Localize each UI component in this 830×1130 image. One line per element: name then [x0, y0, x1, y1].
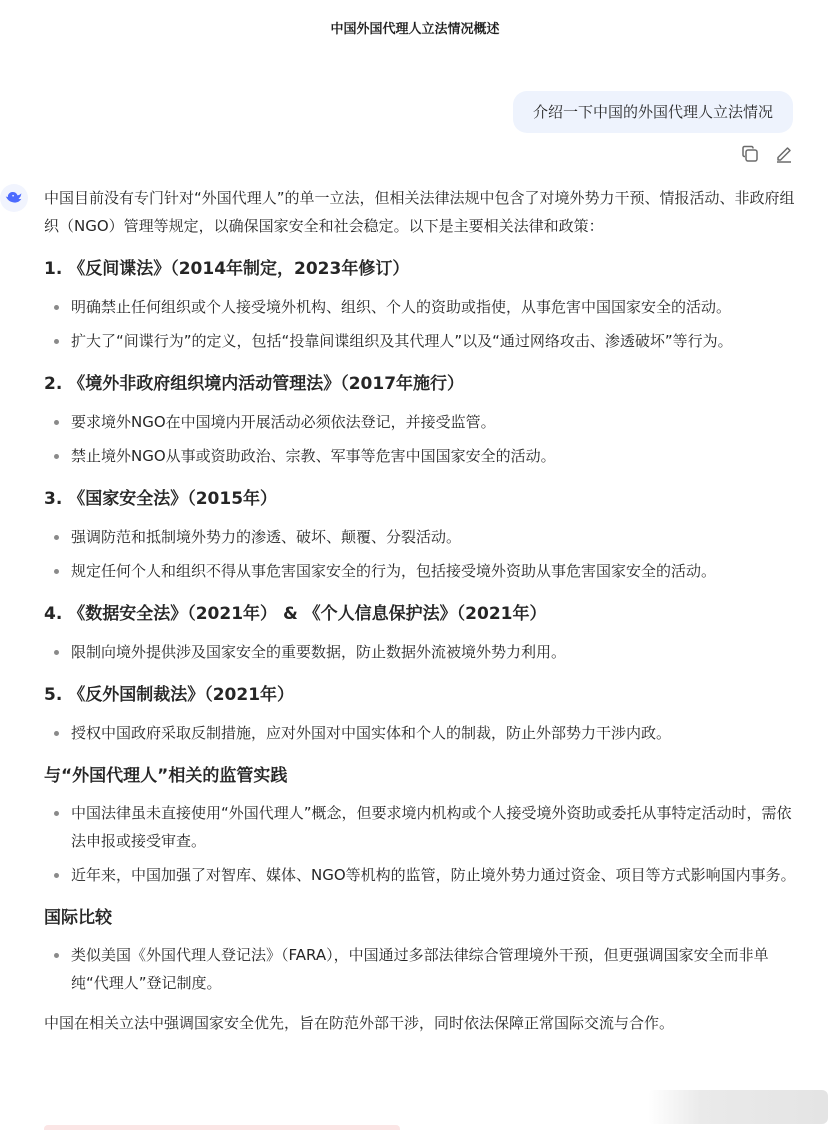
subsection-heading: 国际比较 — [44, 908, 112, 928]
list-item: 扩大了“间谍行为”的定义，包括“投靠间谍组织及其代理人”以及“通过网络攻击、渗透破坏”等行为。 — [44, 327, 796, 355]
list-item: 规定任何个人和组织不得从事危害国家安全的行为，包括接受境外资助从事危害国家安全的活动。 — [44, 557, 796, 585]
list-item: 近年来，中国加强了对智库、媒体、NGO等机构的监管，防止境外势力通过资金、项目等方式影响国内事务。 — [44, 861, 796, 889]
list-item: 明确禁止任何组织或个人接受境外机构、组织、个人的资助或指使，从事危害中国国家安全的活动。 — [44, 293, 796, 321]
list-item: 限制向境外提供涉及国家安全的重要数据，防止数据外流被境外势力利用。 — [44, 638, 796, 666]
user-message-bubble: 介绍一下中国的外国代理人立法情况 — [513, 91, 793, 133]
bullet-list — [44, 293, 796, 355]
bullet-list — [44, 941, 796, 997]
list-item: 中国法律虽未直接使用“外国代理人”概念，但要求境内机构或个人接受境外资助或委托从事特定活动时，需依法申报或接受审查。 — [44, 799, 796, 855]
section-heading: 1. 《反间谍法》（2014年制定，2023年修订） — [44, 259, 410, 279]
watermark — [648, 1090, 828, 1124]
bullet-list — [44, 799, 796, 889]
section-heading: 2. 《境外非政府组织境内活动管理法》（2017年施行） — [44, 374, 465, 394]
bullet-list — [44, 408, 796, 470]
list-item: 强调防范和抵制境外势力的渗透、破坏、颠覆、分裂活动。 — [44, 523, 796, 551]
bullet-list — [44, 638, 796, 666]
page-title: 中国外国代理人立法情况概述 — [330, 22, 500, 37]
answer-intro: 中国目前没有专门针对“外国代理人”的单一立法，但相关法律法规中包含了对境外势力干预、情报活动、非政府组织（NGO）管理等规定，以确保国家安全和社会稳定。以下是主要相关法律和政策： — [44, 189, 795, 235]
assistant-answer — [44, 184, 796, 1037]
bullet-list — [44, 523, 796, 585]
bullet-list — [44, 719, 796, 747]
list-item: 授权中国政府采取反制措施，应对外国对中国实体和个人的制裁，防止外部势力干涉内政。 — [44, 719, 796, 747]
list-item: 类似美国《外国代理人登记法》（FARA），中国通过多部法律综合管理境外干预，但更强调国家安全而非单纯“代理人”登记制度。 — [44, 941, 796, 997]
assistant-avatar — [0, 184, 28, 212]
deepseek-whale-icon — [3, 187, 25, 209]
section-heading: 3. 《国家安全法》（2015年） — [44, 489, 278, 509]
copy-icon[interactable] — [740, 144, 760, 164]
section-heading: 4. 《数据安全法》（2021年） & 《个人信息保护法》（2021年） — [44, 604, 547, 624]
edit-icon[interactable] — [774, 144, 794, 164]
message-actions — [740, 144, 794, 164]
list-item: 禁止境外NGO从事或资助政治、宗教、军事等危害中国国家安全的活动。 — [44, 442, 796, 470]
list-item: 要求境外NGO在中国境内开展活动必须依法登记，并接受监管。 — [44, 408, 796, 436]
section-heading: 5. 《反外国制裁法》（2021年） — [44, 685, 295, 705]
subsection-heading: 与“外国代理人”相关的监管实践 — [44, 766, 288, 786]
answer-conclusion: 中国在相关立法中强调国家安全优先，旨在防范外部干涉，同时依法保障正常国际交流与合作。 — [44, 1014, 675, 1032]
bottom-banner — [44, 1125, 400, 1130]
